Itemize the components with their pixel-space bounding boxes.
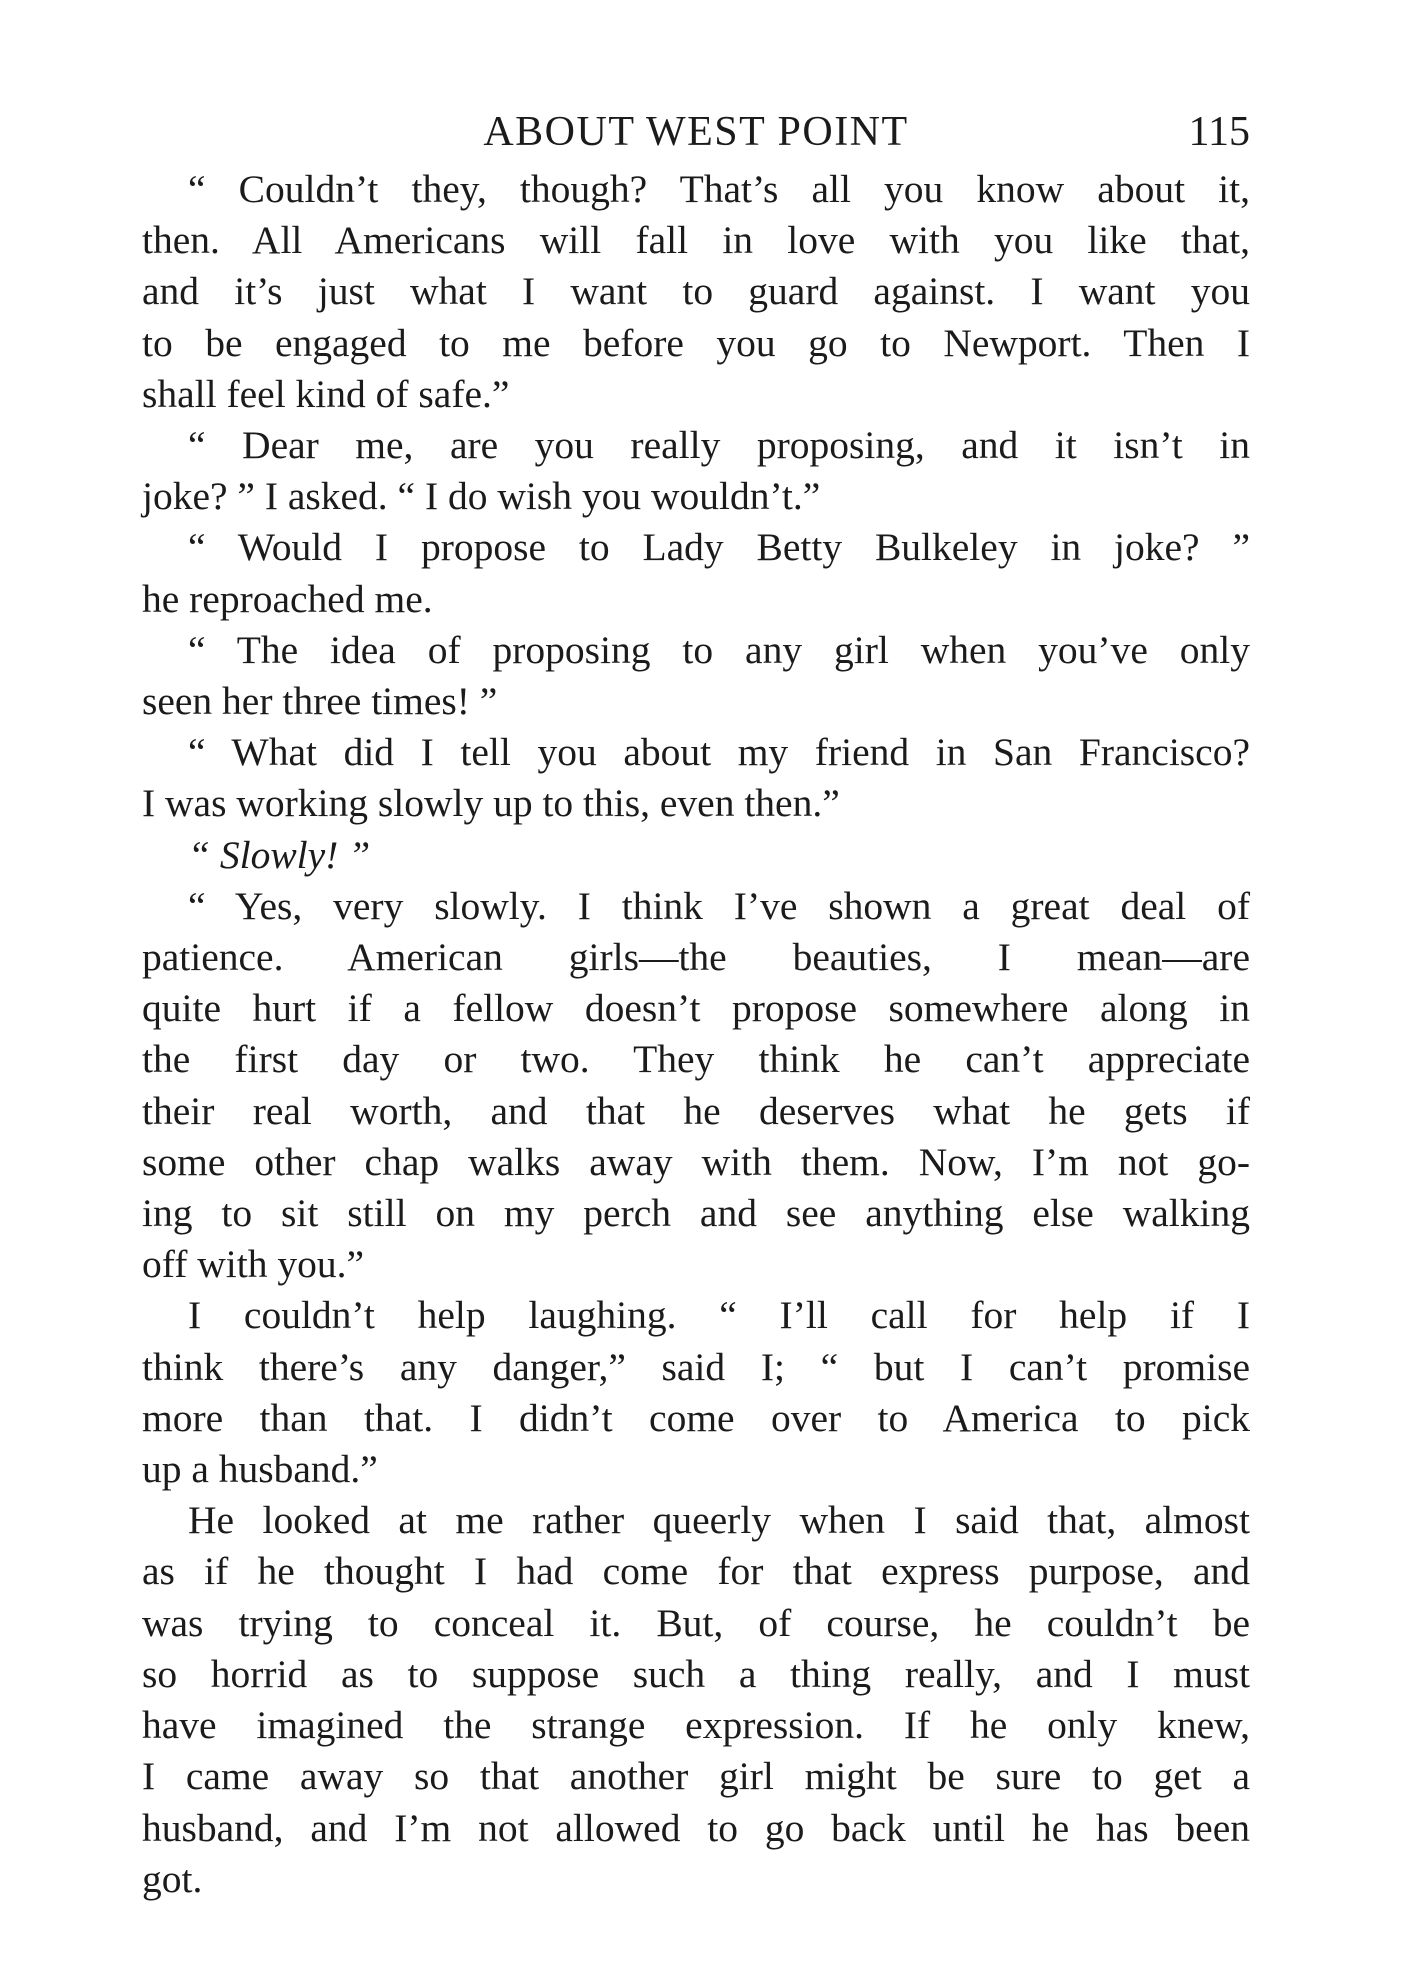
body-text bbox=[142, 164, 1250, 1905]
text-line: patience. American girls—the beauties, I mean—are bbox=[142, 935, 1250, 980]
text-line: “ Couldn’t they, though? That’s all you know about it, bbox=[188, 167, 1250, 211]
text-line: their real worth, and that he deserves what he gets if bbox=[142, 1088, 1250, 1133]
text-line: I came away so that another girl might be sure to get a bbox=[142, 1754, 1250, 1799]
text-line: shall feel kind of safe.” bbox=[142, 371, 510, 416]
paragraph bbox=[142, 881, 1250, 1291]
text-line: then. All Americans will fall in love with you like that, bbox=[142, 218, 1250, 263]
text-line: have imagined the strange expression. If he only knew, bbox=[142, 1703, 1250, 1748]
text-line: and it’s just what I want to guard against. I want you bbox=[142, 269, 1250, 314]
text-line: up a husband.” bbox=[142, 1447, 378, 1492]
text-line: He looked at me rather queerly when I said that, almost bbox=[188, 1498, 1250, 1543]
running-title: ABOUT WEST POINT bbox=[483, 109, 909, 155]
text-line: off with you.” bbox=[142, 1242, 364, 1287]
text-line: so horrid as to suppose such a thing really, and I must bbox=[142, 1651, 1250, 1696]
book-page bbox=[142, 100, 1250, 1905]
text-line: was trying to conceal it. But, of course, he couldn’t be bbox=[142, 1600, 1250, 1645]
paragraph bbox=[142, 1290, 1250, 1495]
page-number: 115 bbox=[1188, 109, 1250, 155]
text-line: seen her three times! ” bbox=[142, 679, 498, 724]
text-line: more than that. I didn’t come over to America to pick bbox=[142, 1395, 1250, 1440]
text-line: I couldn’t help laughing. “ I’ll call for help if I bbox=[188, 1293, 1250, 1338]
text-line: “ Yes, very slowly. I think I’ve shown a great deal of bbox=[188, 883, 1250, 928]
running-header bbox=[142, 100, 1250, 164]
paragraph bbox=[142, 727, 1250, 829]
text-line: some other chap walks away with them. Now, I’m not go- bbox=[142, 1139, 1250, 1184]
text-line: husband, and I’m not allowed to go back until he has been bbox=[142, 1805, 1250, 1850]
text-line: “ Slowly! ” bbox=[188, 832, 371, 877]
paragraph bbox=[142, 164, 1250, 420]
text-line: as if he thought I had come for that express purpose, and bbox=[142, 1549, 1250, 1594]
text-line: “ Dear me, are you really proposing, and it isn’t in bbox=[188, 423, 1250, 468]
paragraph bbox=[142, 522, 1250, 624]
paragraph bbox=[142, 625, 1250, 727]
paragraph bbox=[142, 830, 1250, 881]
text-line: the first day or two. They think he can’t appreciate bbox=[142, 1037, 1250, 1082]
paragraph bbox=[142, 1495, 1250, 1905]
text-line: quite hurt if a fellow doesn’t propose somewhere along in bbox=[142, 986, 1250, 1031]
text-line: got. bbox=[142, 1856, 203, 1901]
text-line: I was working slowly up to this, even then.” bbox=[142, 781, 840, 826]
paragraph bbox=[142, 420, 1250, 522]
text-line: “ What did I tell you about my friend in San Francisco? bbox=[188, 730, 1250, 775]
text-line: to be engaged to me before you go to Newport. Then I bbox=[142, 320, 1250, 365]
text-line: ing to sit still on my perch and see anything else walking bbox=[142, 1191, 1250, 1236]
text-line: “ The idea of proposing to any girl when you’ve only bbox=[188, 627, 1250, 672]
text-line: joke? ” I asked. “ I do wish you wouldn’t.” bbox=[142, 474, 821, 519]
text-line: think there’s any danger,” said I; “ but I can’t promise bbox=[142, 1344, 1250, 1389]
text-line: “ Would I propose to Lady Betty Bulkeley in joke? ” bbox=[188, 525, 1250, 570]
text-line: he reproached me. bbox=[142, 576, 433, 621]
